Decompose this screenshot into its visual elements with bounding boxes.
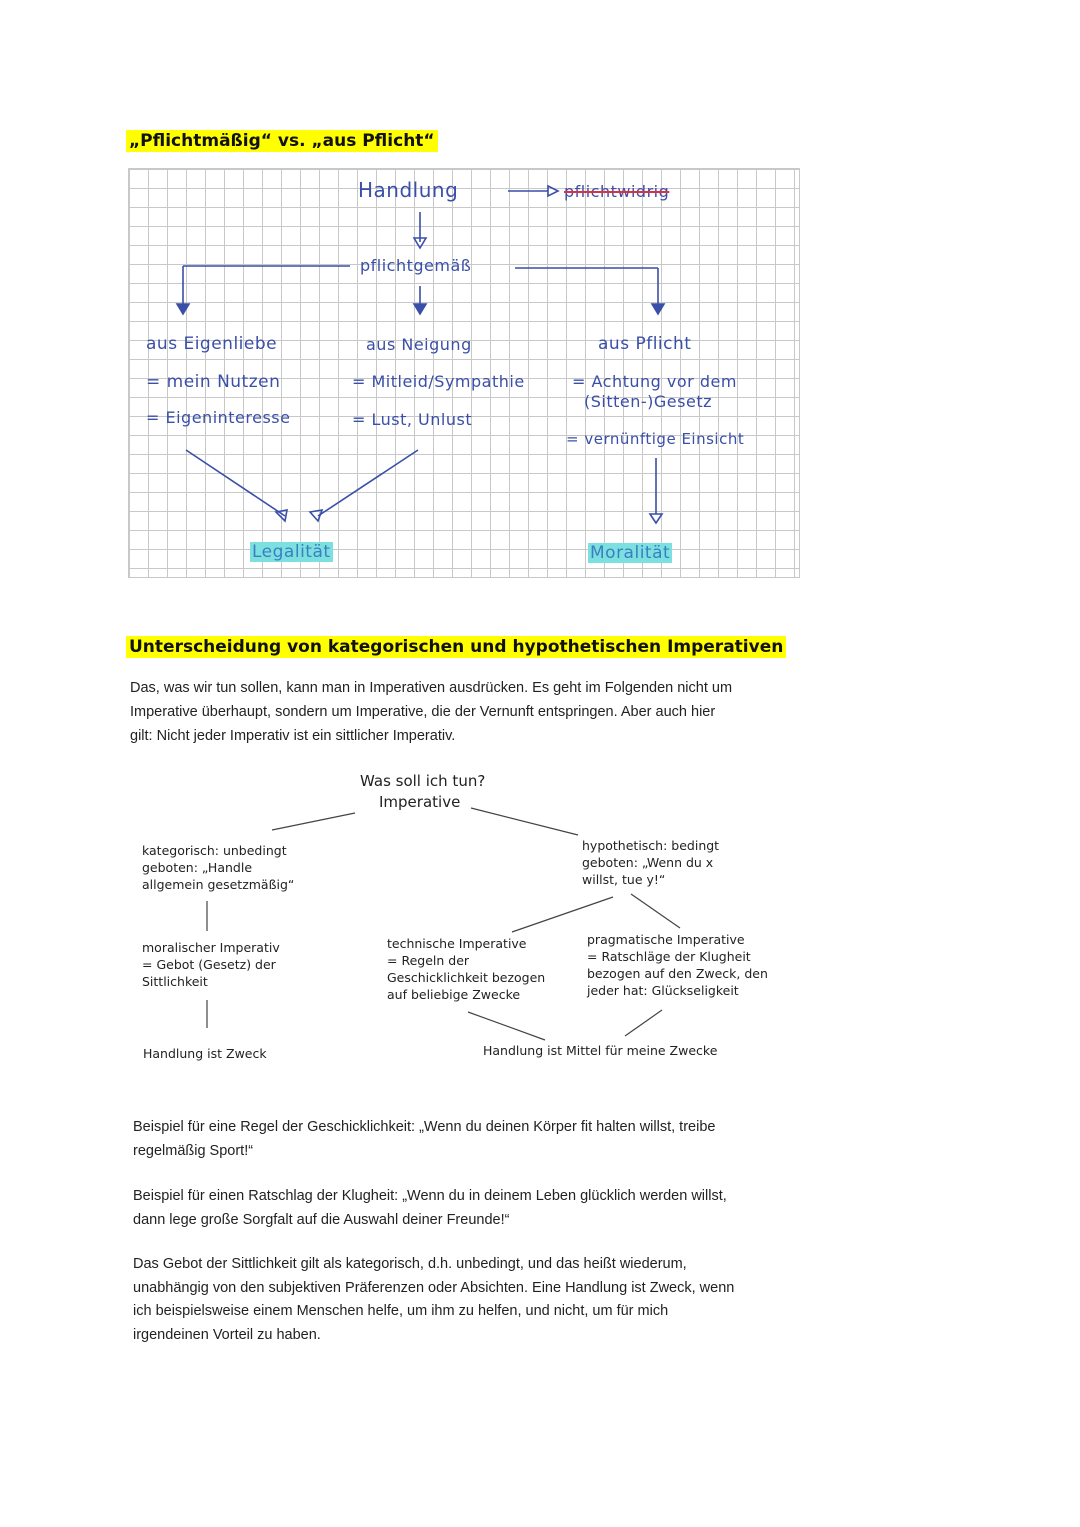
intro-line: Das, was wir tun sollen, kann man in Imperativen ausdrücken. Es geht im Folgenden nicht um (130, 680, 733, 696)
col2-title: aus Neigung (366, 335, 472, 354)
closing-paragraph: Das Gebot der Sittlichkeit gilt als kategorisch, d.h. unbedingt, und das heißt wiederum, unabhängig von den subjektiven Präferenzen oder Absichten. Eine Handlung ist Zweck, wenn ich beispielsweise einem Menschen helfe, um ihm zu helfen, und nicht, um für mich irgendeinen Vorteil zu haben. (133, 1256, 735, 1343)
label-legalitaet: Legalität (252, 542, 331, 562)
col2-line2: = Lust, Unlust (352, 410, 473, 429)
node-technisch: technische Imperative = Regeln der Geschicklichkeit bezogen auf beliebige Zwecke (387, 936, 546, 1002)
label-handlung: Handlung (358, 178, 459, 202)
col3-title: aus Pflicht (598, 334, 692, 354)
example-klugheit: Beispiel für einen Ratschlag der Klugheit: „Wenn du in deinem Leben glücklich werden willst, dann lege große Sorgfalt auf die Auswahl deiner Freunde!“ (133, 1188, 727, 1228)
label-pflichtwidrig: pflichtwidrig (564, 182, 670, 201)
col1-title: aus Eigenliebe (146, 334, 278, 354)
section2-heading: Unterscheidung von kategorischen und hypothetischen Imperativen (126, 636, 786, 658)
label-pflichtgemaess: pflichtgemäß (360, 256, 472, 275)
label-moralitaet: Moralität (590, 543, 671, 563)
col2-line1: = Mitleid/Sympathie (352, 372, 525, 391)
node-mittel: Handlung ist Mittel für meine Zwecke (483, 1043, 718, 1058)
node-kategorisch: kategorisch: unbedingt geboten: „Handle allgemein gesetzmäßig“ (142, 843, 295, 892)
intro-line: gilt: Nicht jeder Imperativ ist ein sittlicher Imperativ. (130, 728, 456, 744)
tree-root: Imperative (379, 793, 461, 811)
section1-heading: „Pflichtmäßig“ vs. „aus Pflicht“ (126, 130, 438, 152)
col1-line2: = Eigeninteresse (146, 408, 291, 427)
col1-line1: = mein Nutzen (146, 372, 281, 392)
node-moralisch: moralischer Imperativ = Gebot (Gesetz) der Sittlichkeit (142, 940, 280, 989)
node-zweck: Handlung ist Zweck (143, 1046, 267, 1061)
node-pragmatisch: pragmatische Imperative = Ratschläge der Klugheit bezogen auf den Zweck, den jeder hat: Glückseligkeit (587, 932, 768, 998)
intro-paragraph (130, 676, 810, 748)
col3-line1b: (Sitten-)Gesetz (584, 392, 712, 411)
intro-line: Imperative überhaupt, sondern um Imperative, die der Vernunft entspringen. Aber auch hier (130, 704, 716, 720)
col3-line1: = Achtung vor dem (572, 372, 737, 391)
col3-line2: = vernünftige Einsicht (566, 430, 745, 448)
node-hypothetisch: hypothetisch: bedingt geboten: „Wenn du x willst, tue y!“ (582, 838, 720, 887)
example-geschicklichkeit: Beispiel für eine Regel der Geschicklichkeit: „Wenn du deinen Körper fit halten willst, treibe regelmäßig Sport!“ (133, 1119, 716, 1159)
tree-root-question: Was soll ich tun? (360, 772, 486, 790)
